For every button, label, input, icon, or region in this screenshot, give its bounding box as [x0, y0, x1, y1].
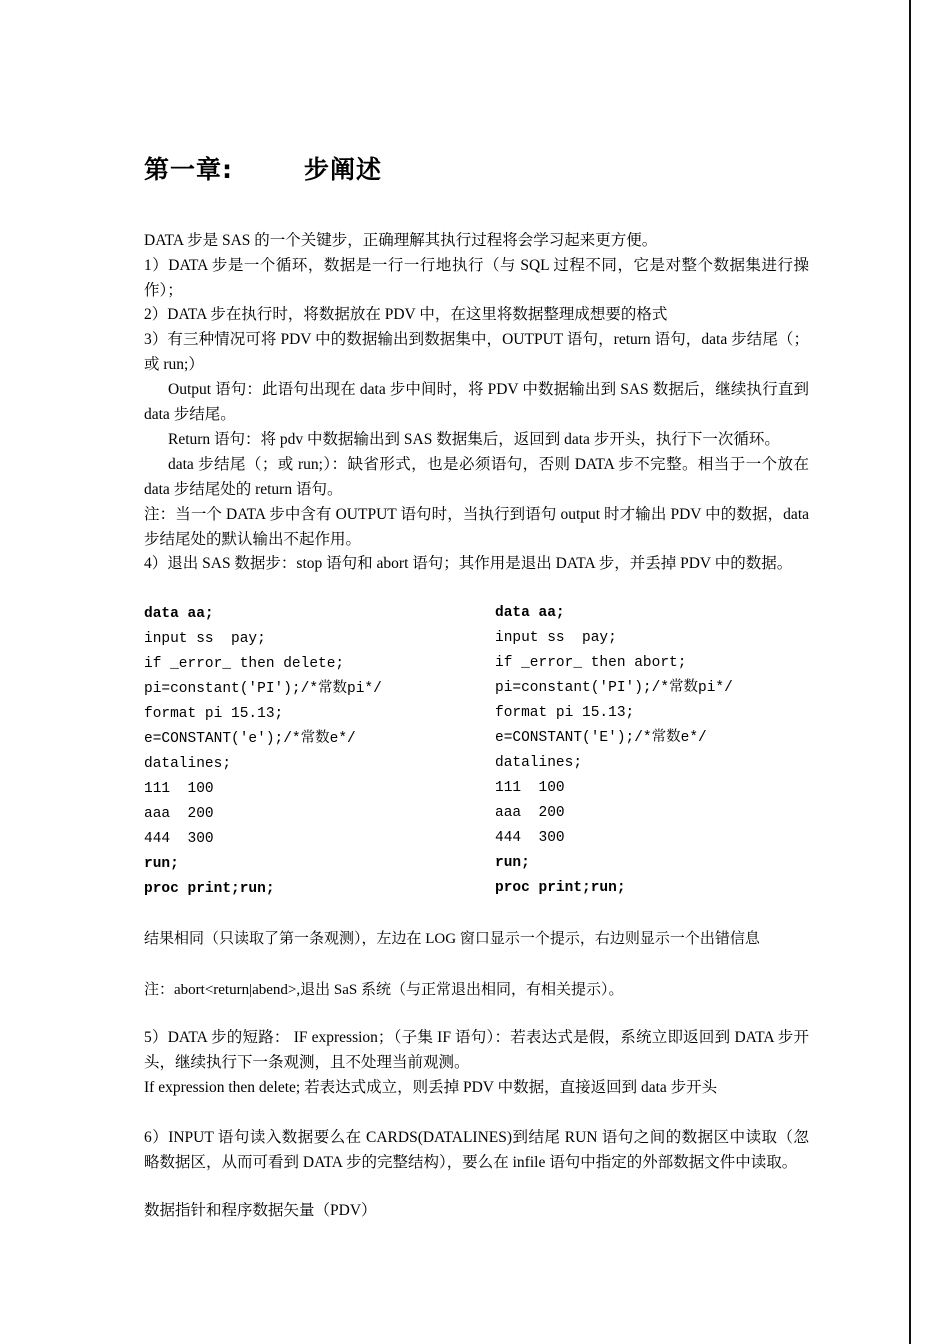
item-3: 3）有三种情况可将 PDV 中的数据输出到数据集中，OUTPUT 语句，return 语句，data 步结尾（；或 run;）	[144, 331, 809, 373]
pdv-heading: 数据指针和程序数据矢量（PDV）	[144, 1202, 377, 1219]
code-line: pi=constant('PI');/*常数pi*/	[144, 681, 382, 697]
code-line: e=CONSTANT('e');/*常数e*/	[144, 731, 356, 747]
item-5-delete: If expression then delete; 若表达式成立，则丢掉 PDV 中数据，直接返回到 data 步开头	[144, 1079, 718, 1096]
code-line: run;	[144, 856, 179, 872]
code-line: data aa;	[495, 605, 565, 621]
intro-paragraph: DATA 步是 SAS 的一个关键步，正确理解其执行过程将会学习起来更方便。	[144, 232, 658, 249]
item-2: 2）DATA 步在执行时，将数据放在 PDV 中，在这里将数据整理成想要的格式	[144, 306, 668, 323]
page-right-border	[909, 0, 911, 1344]
code-line: aaa 200	[495, 805, 565, 821]
code-block-right	[495, 601, 835, 901]
code-line: input ss pay;	[495, 630, 617, 646]
abort-note: 注：abort<return|abend>,退出 SaS 系统（与正常退出相同，有相关提示）。	[144, 982, 624, 998]
chapter-title	[144, 150, 382, 186]
chapter-topic: 步阐述	[304, 155, 383, 184]
item-4: 4）退出 SAS 数据步：stop 语句和 abort 语句；其作用是退出 DATA 步，并丢掉 PDV 中的数据。	[144, 555, 793, 572]
code-block-left	[144, 602, 484, 902]
code-line: 111 100	[144, 781, 214, 797]
code-line: data aa;	[144, 606, 214, 622]
output-statement-note: Output 语句：此语句出现在 data 步中间时，将 PDV 中数据输出到 SAS 数据后，继续执行直到 data 步结尾。	[144, 381, 809, 423]
code-line: aaa 200	[144, 806, 214, 822]
code-line: 444 300	[495, 830, 565, 846]
code-line: pi=constant('PI');/*常数pi*/	[495, 680, 733, 696]
return-statement-note: Return 语句：将 pdv 中数据输出到 SAS 数据集后，返回到 data 步开头，执行下一次循环。	[168, 431, 780, 448]
item-6: 6）INPUT 语句读入数据要么在 CARDS(DATALINES)到结尾 RUN 语句之间的数据区中读取（忽略数据区，从而可看到 DATA 步的完整结构），要么在 infile 语句中指定的外部数据文件中读取。	[144, 1129, 809, 1171]
chapter-label: 第一章:	[144, 155, 233, 184]
code-line: format pi 15.13;	[144, 706, 284, 722]
output-note: 注：当一个 DATA 步中含有 OUTPUT 语句时，当执行到语句 output 时才输出 PDV 中的数据，data 步结尾处的默认输出不起作用。	[144, 506, 809, 548]
item-1: 1）DATA 步是一个循环，数据是一行一行地执行（与 SQL 过程不同，它是对整个数据集进行操作）；	[144, 257, 809, 299]
code-line: proc print;run;	[495, 880, 626, 896]
code-line: proc print;run;	[144, 881, 275, 897]
code-line: if _error_ then abort;	[495, 655, 687, 671]
code-line: datalines;	[495, 755, 583, 771]
code-line: 111 100	[495, 780, 565, 796]
code-line: input ss pay;	[144, 631, 266, 647]
code-line: format pi 15.13;	[495, 705, 635, 721]
result-paragraph: 结果相同（只读取了第一条观测），左边在 LOG 窗口显示一个提示，右边则显示一个出错信息	[144, 931, 760, 947]
code-line: if _error_ then delete;	[144, 656, 345, 672]
code-line: 444 300	[144, 831, 214, 847]
code-line: run;	[495, 855, 530, 871]
item-5: 5）DATA 步的短路： IF expression；（子集 IF 语句）：若表达式是假，系统立即返回到 DATA 步开头，继续执行下一条观测，且不处理当前观测。	[144, 1029, 809, 1071]
data-step-end-note: data 步结尾（；或 run;）：缺省形式，也是必须语句，否则 DATA 步不完整。相当于一个放在 data 步结尾处的 return 语句。	[144, 456, 809, 498]
code-line: e=CONSTANT('E');/*常数e*/	[495, 730, 707, 746]
code-line: datalines;	[144, 756, 232, 772]
